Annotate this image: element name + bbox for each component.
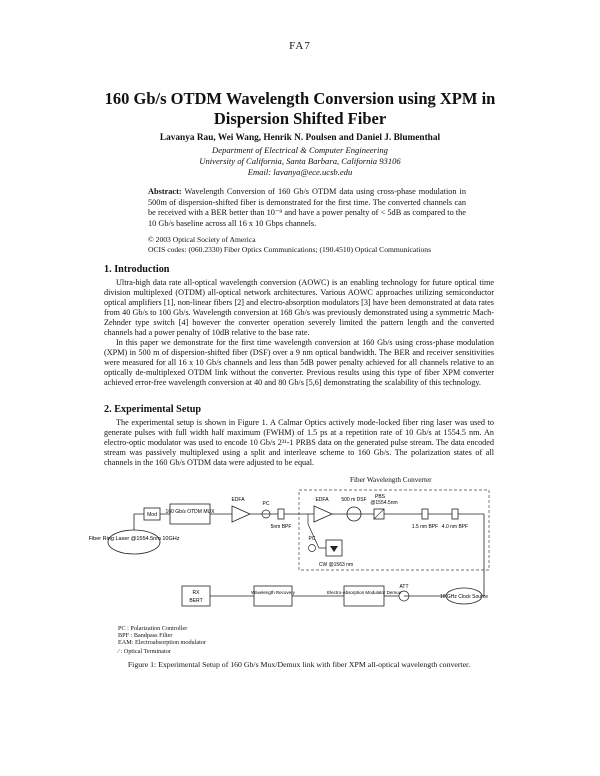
dsf-label: 500 m DSF [341, 497, 367, 503]
abstract [148, 187, 466, 229]
paper-title [60, 89, 540, 129]
legend-terminator: ⁄ : Optical Terminator [118, 648, 171, 655]
copyright: © 2003 Optical Society of America [148, 235, 256, 244]
figure-title: Fiber Wavelength Converter [350, 476, 432, 484]
edfa-2-label: EDFA [315, 497, 329, 503]
legend-bpf: BPF : Bandpass Filter [118, 632, 173, 639]
filter-2-label: 1.5 nm BPF [411, 524, 439, 530]
figure-caption: Figure 1: Experimental Setup of 160 Gb/s Mux/Demux link with fiber XPM all-optical wavelength converter. [127, 660, 471, 669]
intro-paragraph-1: Ultra-high data rate all-optical wavelength conversion (AOWC) is an enabling technology for future optical time division multiplexed (OTDM) all-optical network architectures. Various AOWC approaches utilizing semiconductor optical amplifiers [1], non-linear fibers [2] and electro-absorption modulators [3] have been demonstrated at data rates from 40 Gb/s to 100 Gb/s. Wavelength conversion at 168 Gb/s was previously demonstrated using a symmetric Mach-Zehnder type switch [4] however the converter operation severely limited the pattern length and the converted channels had a power penalty of 10dB relative to the base rate. [104, 278, 494, 338]
setup-paragraph-1: The experimental setup is shown in Figure 1. A Calmar Optics actively mode-locked fiber ring laser was used to generate pulses with full width half maximum (FWHM) of 1.5 ps at a repetition rate of 10 Gb/s at 1554.5 nm. An electro-optic modulator was used to encode 10 Gb/s 2³¹-1 PRBS data on the generated pulse stream. The data encoded stream was passively multiplexed using a split and interleave scheme to 160 Gb/s. The polarization states of all channels in the 160 Gb/s OTDM data were adjusted to be equal. [104, 418, 494, 468]
section-heading-intro: 1. Introduction [104, 264, 170, 275]
authors: Lavanya Rau, Wei Wang, Henrik N. Poulsen and Daniel J. Blumenthal [159, 133, 441, 143]
edfa-1-label: EDFA [231, 497, 245, 503]
section-heading-setup: 2. Experimental Setup [104, 404, 202, 415]
legend-pc: PC : Polarization Controller [118, 625, 188, 632]
abstract-label: Abstract: [148, 187, 182, 196]
edfa-2-shape [314, 506, 332, 522]
title-line-2: Dispersion Shifted Fiber [213, 109, 387, 128]
pc-2-shape [309, 545, 316, 552]
title-line-1: 160 Gb/s OTDM Wavelength Conversion using XPM in [104, 89, 496, 108]
setup-diagram [88, 484, 494, 622]
demux-label: Electro-Absorption Modulator Demux [327, 590, 401, 595]
modulator-label: Mod [147, 512, 157, 518]
pbs-label: PBS [374, 494, 386, 500]
clock-recovery-shape [254, 586, 292, 606]
filter-1-label: 5nm BPF [270, 524, 292, 530]
pc-1-label: PC [262, 501, 270, 507]
filter-3-label: 4.0 nm BPF [441, 524, 469, 530]
ocis-codes: OCIS codes: (060.2330) Fiber Optics Communications; (190.4510) Optical Communications [148, 245, 432, 254]
edfa-1-shape [232, 506, 250, 522]
legend-eam: EAM: Electroabsorption modulator [118, 639, 206, 646]
pc-2-label: PC [308, 536, 316, 542]
clock-label: 10 GHz Clock Source [439, 594, 489, 600]
intro-paragraph-2: In this paper we demonstrate for the first time wavelength conversion at 160 Gb/s using cross-phase modulation (XPM) in 500 m of dispersion-shifted fiber (DSF) over a 9 nm optical bandwidth. The BER and receiver sensitivities were measured for all 16 x 10 Gb/s channels and less than 5dB power penalty achieved for all channels relative to an optically de-multiplexed OTDM link without the converter. Previous results using this type of fiber XPM converter achieved error-free wavelength conversion at 40 and 80 Gb/s [5,6] demonstrating the scalability of this technology. [104, 338, 494, 388]
pbs-wavelength-label: @1554.5nm [370, 500, 398, 506]
filter-2-shape [422, 509, 428, 519]
demux-shape [344, 586, 384, 606]
page-id: FA7 [289, 40, 311, 52]
attenuator-label: ATT [399, 584, 409, 590]
clock-recovery-label: Wavelength Recovery [251, 590, 295, 595]
bert-label: BERT [189, 598, 203, 604]
filter-3-shape [452, 509, 458, 519]
abstract-text: Wavelength Conversion of 160 Gb/s OTDM data using cross-phase modulation in 500m of dispersion-shifted fiber is demonstrated for the first time. The converted channels can be received with a BER better than 10⁻⁹ and have a power penalty of < 5dB as compared to the 10 Gb/s baseline across all 16 x 10 Gbps channels. [148, 187, 466, 228]
affiliation-email: Email: lavanya@ece.ucsb.edu [247, 167, 353, 177]
affiliation-dept: Department of Electrical & Computer Engineering [212, 145, 388, 155]
rx-label: RX [192, 590, 200, 596]
cw-label: CW @1563 nm [318, 562, 354, 568]
laser-label: Fiber Ring Laser @1554.5nm 10GHz [88, 536, 180, 542]
laser-shape [108, 530, 160, 554]
filter-1-shape [278, 509, 284, 519]
affiliation-univ: University of California, Santa Barbara, California 93106 [199, 156, 401, 166]
mux-label: 160 Gb/s OTDM MUX [165, 509, 215, 515]
